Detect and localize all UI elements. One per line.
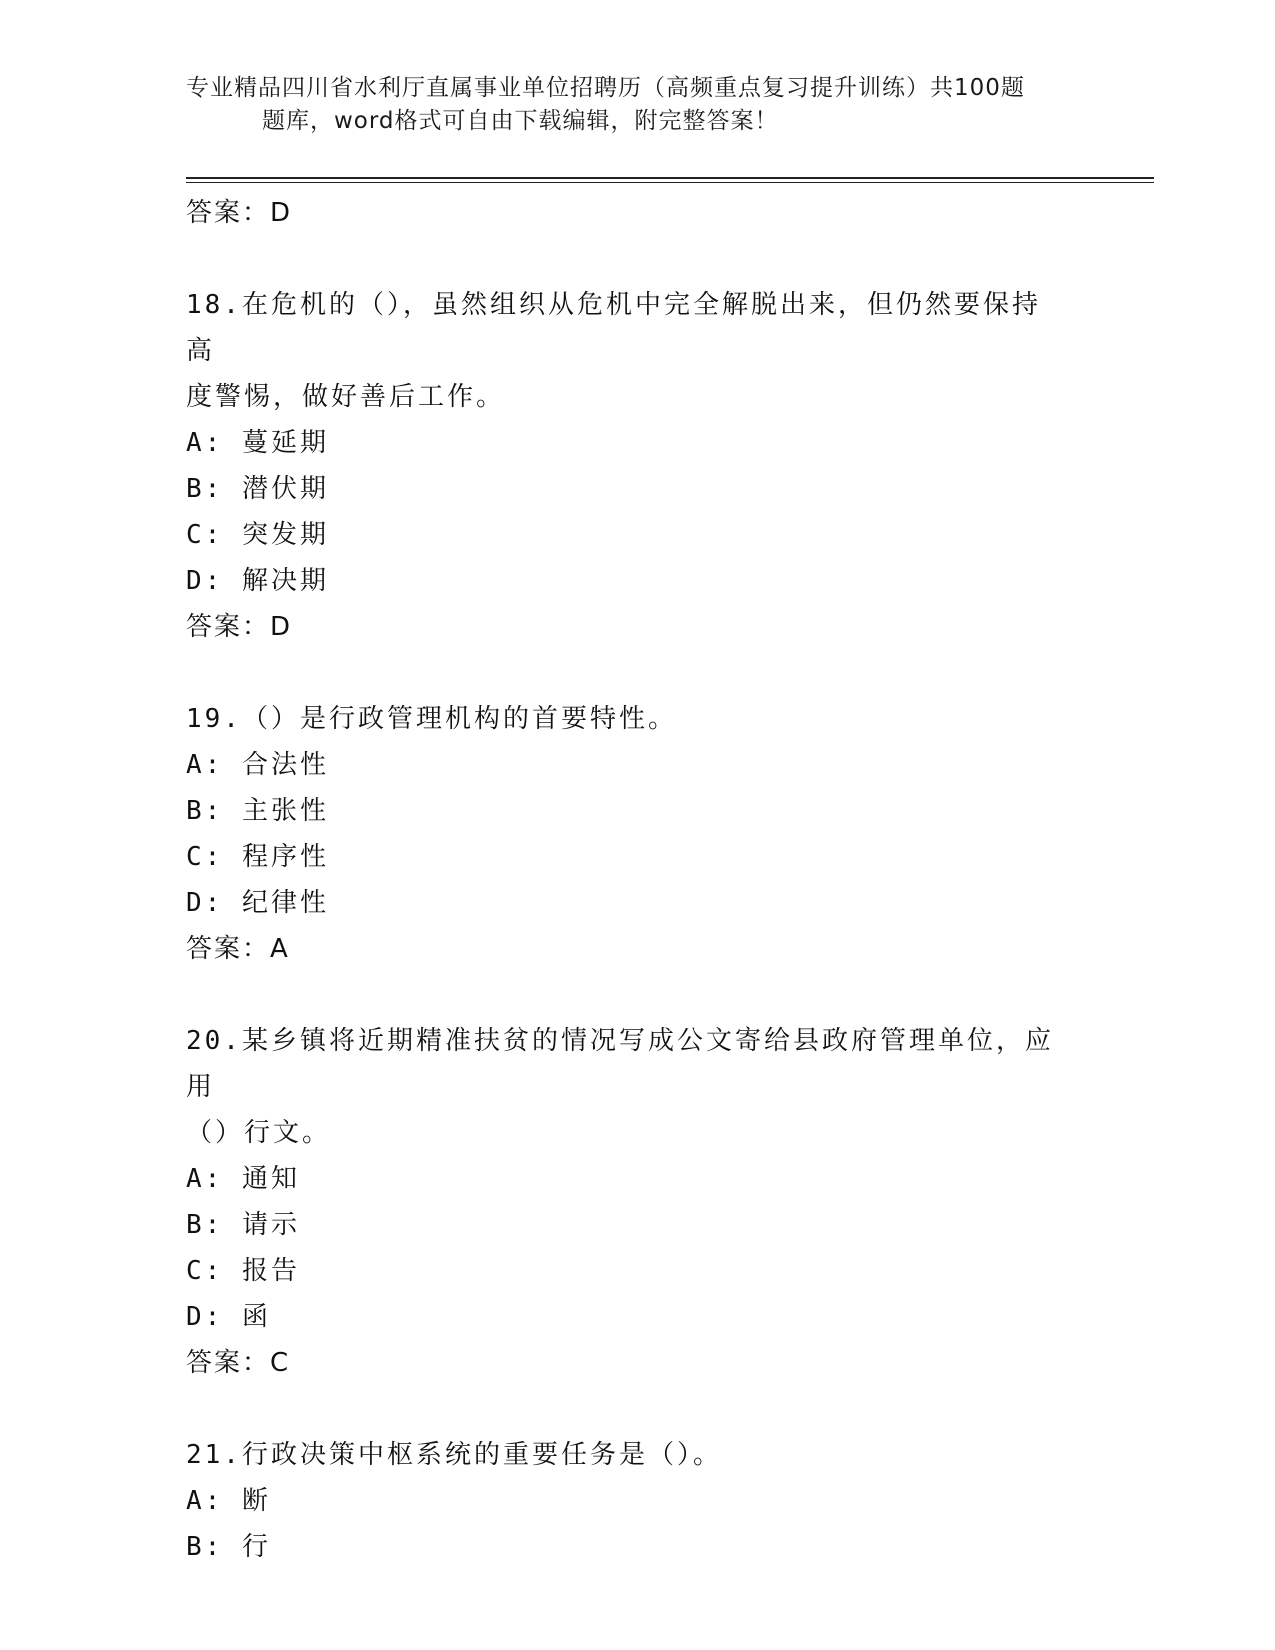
header-title-line2: 题库，word格式可自由下载编辑，附完整答案！ xyxy=(262,108,779,134)
option-a: A: 断 xyxy=(186,1486,271,1516)
answer-line xyxy=(186,926,1086,972)
option-b: B: 主张性 xyxy=(186,796,329,826)
option-d: D: 纪律性 xyxy=(186,888,329,918)
option-d: D: 解决期 xyxy=(186,566,329,596)
question-21 xyxy=(186,1432,1086,1570)
question-list xyxy=(186,190,1086,1570)
answer-label: 答案： xyxy=(186,934,271,964)
question-stem xyxy=(186,282,1066,420)
question-stem-line: 度警惕，做好善后工作。 xyxy=(186,382,506,412)
spacer xyxy=(186,236,1086,282)
question-18 xyxy=(186,282,1086,650)
option-c: C: 程序性 xyxy=(186,842,329,872)
answer-value: C xyxy=(270,1348,289,1378)
option-b: B: 请示 xyxy=(186,1210,300,1240)
answer-label: 答案： xyxy=(186,612,271,642)
header-divider-thick xyxy=(186,177,1154,179)
option-d: D: 函 xyxy=(186,1302,271,1332)
question-stem xyxy=(186,696,1066,742)
spacer xyxy=(186,650,1086,696)
question-20 xyxy=(186,1018,1086,1386)
answer-label: 答案： xyxy=(186,1348,271,1378)
option-a: A: 通知 xyxy=(186,1164,300,1194)
question-stem xyxy=(186,1432,1066,1478)
question-stem xyxy=(186,1018,1066,1156)
answer-value: A xyxy=(270,934,288,964)
spacer xyxy=(186,1386,1086,1432)
answer-value: D xyxy=(270,612,291,642)
option-c: C: 报告 xyxy=(186,1256,300,1286)
option-b: B: 行 xyxy=(186,1532,271,1562)
header-title-line1: 专业精品四川省水利厅直属事业单位招聘历（高频重点复习提升训练）共100题 xyxy=(186,75,1025,101)
question-stem-line: 20.某乡镇将近期精准扶贫的情况写成公文寄给县政府管理单位，应用 xyxy=(186,1026,1054,1102)
answer-value: D xyxy=(270,198,291,228)
document-header xyxy=(186,72,1086,138)
option-a: A: 合法性 xyxy=(186,750,329,780)
question-19 xyxy=(186,696,1086,972)
answer-line xyxy=(186,604,1086,650)
question-stem-line: 21.行政决策中枢系统的重要任务是（）。 xyxy=(186,1440,722,1470)
option-c: C: 突发期 xyxy=(186,520,329,550)
option-b: B: 潜伏期 xyxy=(186,474,329,504)
header-divider-thin xyxy=(186,182,1154,183)
spacer xyxy=(186,972,1086,1018)
option-a: A: 蔓延期 xyxy=(186,428,329,458)
question-stem-line: 19.（）是行政管理机构的首要特性。 xyxy=(186,704,677,734)
answer-label: 答案： xyxy=(186,198,271,228)
answer-line xyxy=(186,1340,1086,1386)
question-stem-line: 18.在危机的（），虽然组织从危机中完全解脱出来，但仍然要保持高 xyxy=(186,290,1041,366)
question-stem-line: （）行文。 xyxy=(186,1118,332,1148)
answer-line xyxy=(186,190,1086,236)
